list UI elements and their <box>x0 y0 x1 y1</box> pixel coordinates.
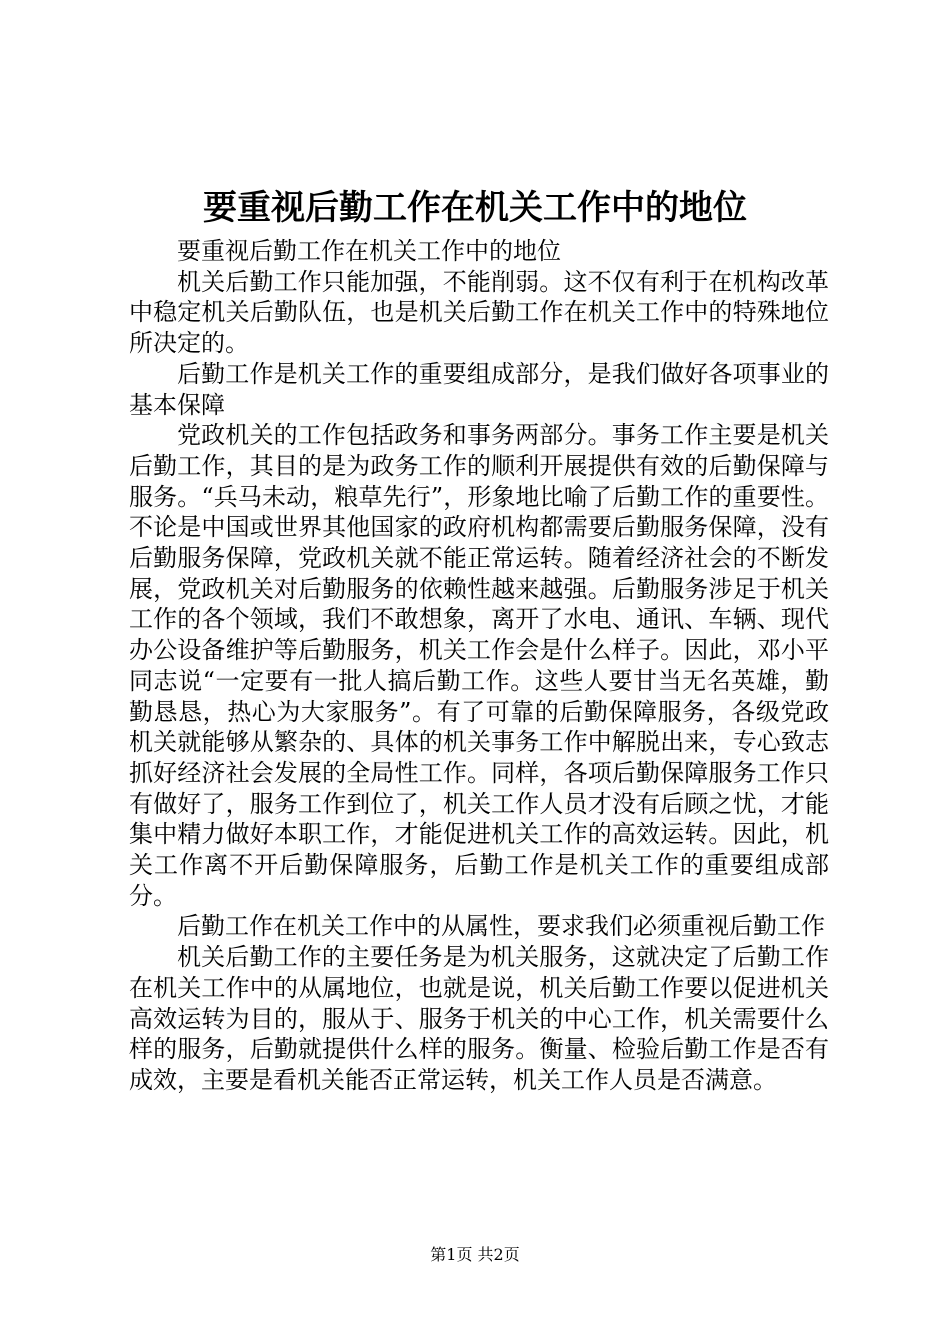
document-body <box>129 236 829 1096</box>
page-number-footer: 第1页 共2页 <box>430 1245 520 1264</box>
paragraph-intro: 机关后勤工作只能加强，不能削弱。这不仅有利于在机构改革中稳定机关后勤队伍，也是机关后勤工作在机关工作中的特殊地位所决定的。 <box>129 267 829 358</box>
paragraph-section-1: 党政机关的工作包括政务和事务两部分。事务工作主要是机关后勤工作，其目的是为政务工作的顺利开展提供有效的后勤保障与服务。“兵马未动，粮草先行”，形象地比喻了后勤工作的重要性。不论是中国或世界其他国家的政府机构都需要后勤服务保障，没有后勤服务保障，党政机关就不能正常运转。随着经济社会的不断发展，党政机关对后勤服务的依赖性越来越强。后勤服务涉足于机关工作的各个领域，我们不敢想象，离开了水电、通讯、车辆、现代办公设备维护等后勤服务，机关工作会是什么样子。因此，邓小平同志说“一定要有一批人搞后勤工作。这些人要甘当无名英雄，勤勤恳恳，热心为大家服务”。有了可靠的后勤保障服务，各级党政机关就能够从繁杂的、具体的机关事务工作中解脱出来，专心致志抓好经济社会发展的全局性工作。同样，各项后勤保障服务工作只有做好了，服务工作到位了，机关工作人员才没有后顾之忧，才能集中精力做好本职工作，才能促进机关工作的高效运转。因此，机关工作离不开后勤保障服务，后勤工作是机关工作的重要组成部分。 <box>129 421 829 910</box>
paragraph-subtitle: 要重视后勤工作在机关工作中的地位 <box>177 237 561 265</box>
section-heading-1: 后勤工作是机关工作的重要组成部分，是我们做好各项事业的基本保障 <box>129 359 829 419</box>
document-title: 要重视后勤工作在机关工作中的地位 <box>203 188 747 228</box>
section-heading-2: 后勤工作在机关工作中的从属性，要求我们必须重视后勤工作 <box>177 912 825 941</box>
paragraph-section-2: 机关后勤工作的主要任务是为机关服务，这就决定了后勤工作在机关工作中的从属地位，也就是说，机关后勤工作要以促进机关高效运转为目的，服从于、服务于机关的中心工作，机关需要什么样的服务，后勤就提供什么样的服务。衡量、检验后勤工作是否有成效，主要是看机关能否正常运转，机关工作人员是否满意。 <box>129 943 829 1094</box>
